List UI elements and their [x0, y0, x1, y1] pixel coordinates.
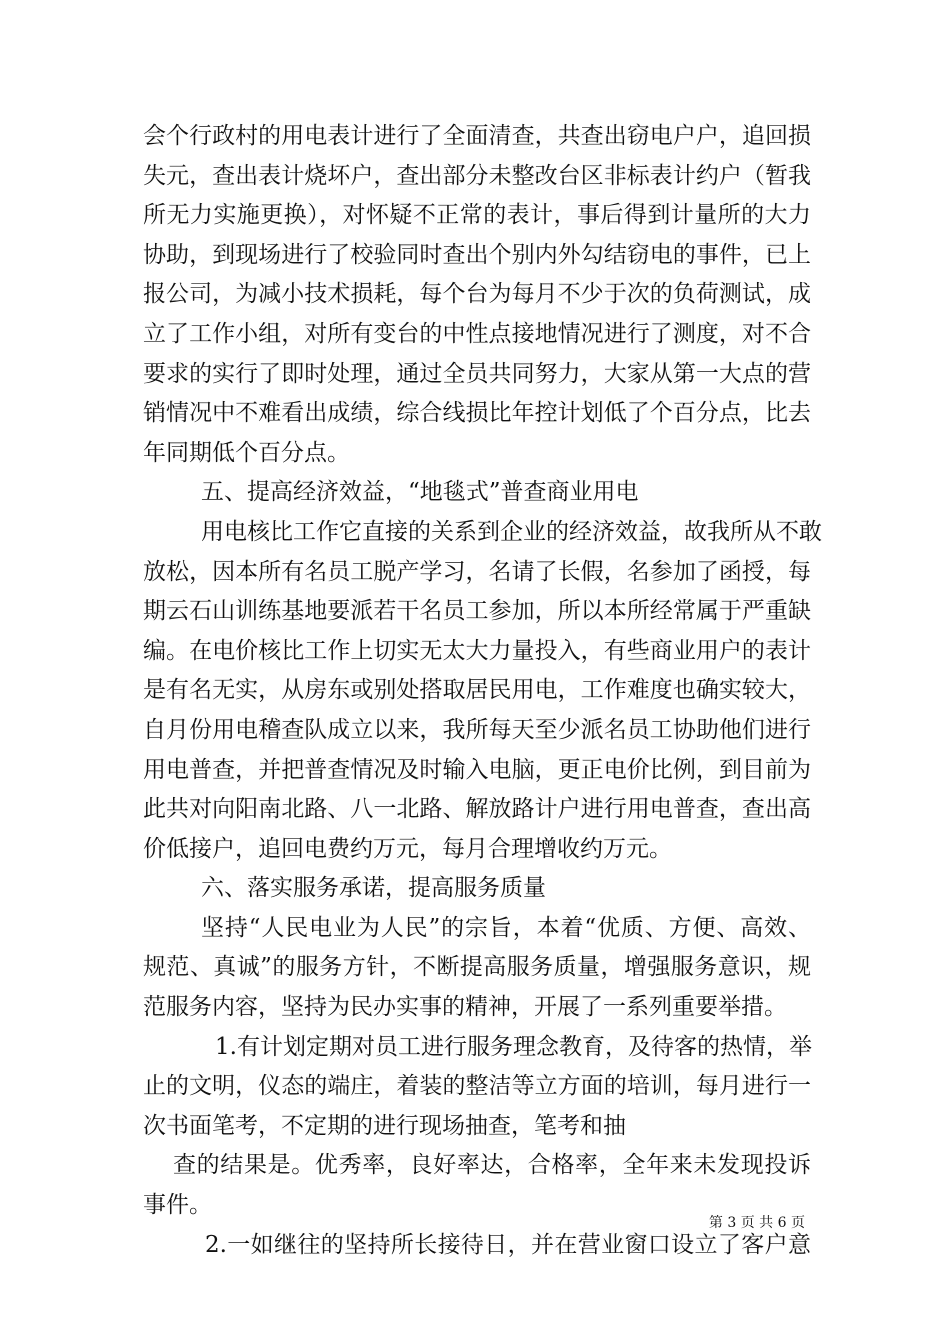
- text-line: 期云石山训练基地要派若干名员工参加，所以本所经常属于严重缺: [143, 598, 811, 625]
- text-line: 价低接户，追回电费约万元，每月合理增收约万元。: [143, 835, 672, 862]
- text-line: 用电普查，并把普查情况及时输入电脑，更正电价比例，到目前为: [143, 756, 811, 783]
- section-heading: 五、提高经济效益，“地毯式”普查商业用电: [201, 479, 639, 506]
- text-line: 协助，到现场进行了校验同时查出个别内外勾结窃电的事件，已上: [143, 241, 811, 268]
- text-line: 立了工作小组，对所有变台的中性点接地情况进行了测度，对不合: [143, 320, 811, 347]
- text-line: 止的文明，仪态的端庄，着装的整洁等立方面的培训，每月进行一: [143, 1073, 811, 1100]
- text-line: 规范、真诚”的服务方针，不断提高服务质量，增强服务意识，规: [143, 954, 811, 981]
- list-item: 2.一如继往的坚持所长接待日，并在营业窗口设立了客户意: [205, 1231, 811, 1258]
- body-text: [143, 117, 822, 1265]
- text-line: 范服务内容，坚持为民办实事的精神，开展了一系列重要举措。: [143, 994, 787, 1021]
- text-line: 会个行政村的用电表计进行了全面清查，共查出窃电户户，追回损: [143, 123, 811, 149]
- text-line: 所无力实施更换），对怀疑不正常的表计，事后得到计量所的大力: [143, 202, 811, 229]
- text-line: 放松，因本所有名员工脱产学习，名请了长假，名参加了函授，每: [143, 558, 811, 585]
- text-line: 销情况中不难看出成绩，综合线损比年控计划低了个百分点，比去: [143, 400, 811, 427]
- text-line: 此共对向阳南北路、八一北路、解放路计户进行用电普查，查出高: [143, 796, 811, 823]
- text-line: 报公司，为减小技术损耗，每个台为每月不少于次的负荷测试，成: [143, 281, 811, 308]
- text-line: 编。在电价核比工作上切实无太大力量投入，有些商业用户的表计: [143, 637, 811, 664]
- text-line: 年同期低个百分点。: [143, 439, 350, 466]
- text-line: 是有名无实，从房东或别处搭取居民用电，工作难度也确实较大，: [143, 677, 811, 704]
- page-number: 第 3 页 共 6 页: [708, 1215, 805, 1231]
- text-line: 坚持“人民电业为人民”的宗旨，本着“优质、方便、高效、: [201, 914, 811, 941]
- text-line: 失元，查出表计烧坏户，查出部分未整改台区非标表计约户（暂我: [143, 162, 811, 189]
- section-heading: 六、落实服务承诺，提高服务质量: [201, 875, 546, 902]
- text-line: 事件。: [143, 1192, 212, 1219]
- text-line: 次书面笔考，不定期的进行现场抽查，笔考和抽: [143, 1112, 626, 1139]
- text-line: 查的结果是。优秀率，良好率达，合格率，全年来未发现投诉: [173, 1152, 811, 1179]
- list-item: 1.有计划定期对员工进行服务理念教育，及待客的热情，举: [215, 1033, 812, 1060]
- text-line: 自月份用电稽查队成立以来，我所每天至少派名员工协助他们进行: [143, 716, 811, 743]
- text-line: 要求的实行了即时处理，通过全员共同努力，大家从第一大点的营: [143, 360, 811, 387]
- text-line: 用电核比工作它直接的关系到企业的经济效益，故我所从不敢: [201, 518, 822, 545]
